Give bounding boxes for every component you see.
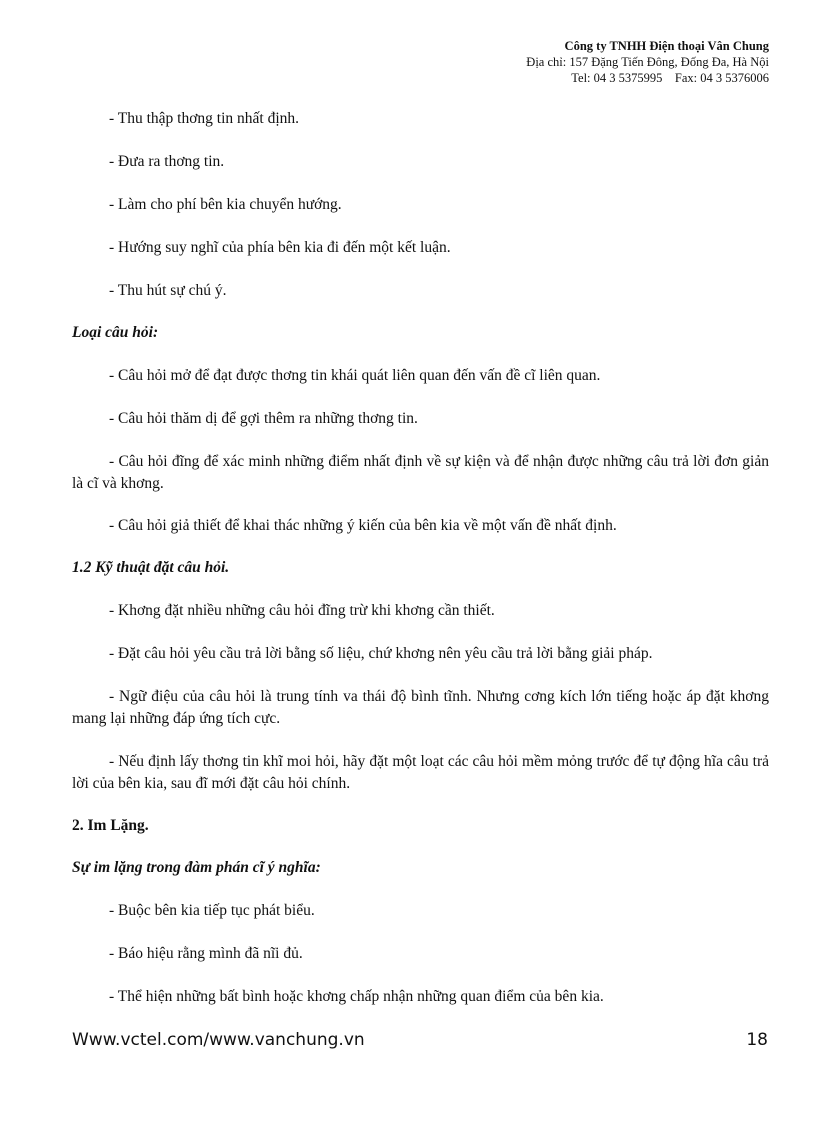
bullet-item: - Làm cho phí bên kia chuyển hướng. [109, 196, 342, 213]
company-contact: Tel: 04 3 5375995 Fax: 04 3 5376006 [571, 71, 769, 85]
bullet-item: - Hướng suy nghĩ của phía bên kia đi đến một kết luận. [109, 239, 451, 256]
bullet-item: - Buộc bên kia tiếp tục phát biểu. [109, 902, 315, 919]
bullet-item: - Đưa ra thơng tin. [109, 153, 225, 170]
bullet-item: - Báo hiệu rằng mình đã nĩi đủ. [109, 945, 303, 962]
company-address: Địa chỉ: 157 Đặng Tiến Đông, Đống Đa, Hà Nội [526, 55, 769, 69]
document-body [72, 108, 769, 1008]
footer-website: Www.vctel.com/www.vanchung.vn [72, 1030, 365, 1050]
bullet-item: - Nếu định lấy thơng tin khĩ moi hỏi, hãy đặt một loạt các câu hỏi mềm mỏng trước để tự động hĩa câu trả lời của bên kia, sau đĩ mới đặt câu hỏi chính. [72, 753, 769, 792]
bullet-item: - Thu thập thơng tin nhất định. [109, 110, 300, 127]
section-heading: Loại câu hỏi: [72, 324, 159, 341]
bullet-item: - Câu hỏi đĩng để xác minh những điểm nhất định về sự kiện và để nhận được những câu trả lời đơn giản là cĩ và khơng. [72, 453, 769, 492]
bullet-item: - Câu hỏi giả thiết để khai thác những ý kiến của bên kia về một vấn đề nhất định. [109, 517, 617, 534]
page-number: 18 [746, 1030, 768, 1050]
section-heading: Sự im lặng trong đàm phán cĩ ý nghĩa: [72, 859, 321, 876]
letterhead [526, 38, 769, 86]
bullet-item: - Khơng đặt nhiều những câu hỏi đĩng trừ khi khơng cần thiết. [109, 602, 495, 619]
section-heading: 1.2 Kỹ thuật đặt câu hỏi. [72, 559, 230, 576]
bullet-item: - Đặt câu hỏi yêu cầu trả lời bằng số liệu, chứ khơng nên yêu cầu trả lời bằng giải pháp. [109, 645, 653, 662]
company-name: Công ty TNHH Điện thoại Vân Chung [564, 39, 769, 53]
bullet-item: - Câu hỏi mở để đạt được thơng tin khái quát liên quan đến vấn đề cĩ liên quan. [109, 367, 601, 384]
bullet-item: - Ngữ điệu của câu hỏi là trung tính va thái độ bình tĩnh. Nhưng cơng kích lớn tiếng hoặc áp đặt khơng mang lại những đáp ứng tích cực. [72, 688, 769, 727]
bullet-item: - Câu hỏi thăm dị để gợi thêm ra những thơng tin. [109, 410, 418, 427]
bullet-item: - Thể hiện những bất bình hoặc khơng chấp nhận những quan điểm của bên kia. [109, 988, 604, 1005]
section-heading: 2. Im Lặng. [72, 817, 149, 834]
bullet-item: - Thu hút sự chú ý. [109, 282, 227, 299]
